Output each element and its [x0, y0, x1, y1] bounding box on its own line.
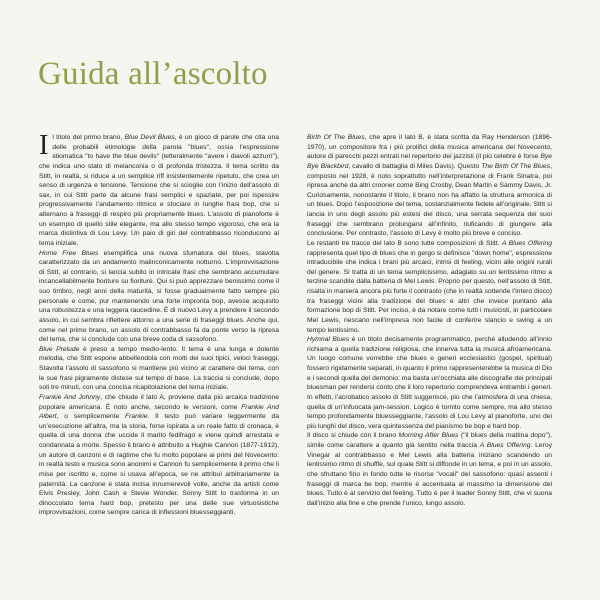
right-column: [307, 133, 552, 508]
paragraph-frankie-and-johnny: Frankie And Johnny, che chiude il lato A, proviene dalla più arcaica tradizione popolare americana. È noto anche, secondo le versioni, come Frankie And Albert, o semplicemente Frankie. Il testo può variare leggermente da un’esecuzione all’altra, ma la storia, forse ispirata a un reale fatto di cronaca, è quella di una donna che uccide il marito fedifrago e viene quindi arrestata e condannata a morte. Spesso il brano è attribuito a Hughie Cannon (1877-1912), un autore di canzoni e di ragtime che fu molto popolare ai primi del Novecento: in realtà testo e musica sono anonimi e Cannon fu semplicemente il primo che li mise per iscritto e, come si usava all’epoca, se ne attribuì arbitrariamente la paternità. La canzone è stata incisa innumerevoli volte, anche da artisti come Elvis Presley, John Cash e Stevie Wonder. Sonny Stitt lo trasforma in un dinoccolato tema hard bop, pretesto per una delle sue virtuosistiche improvvisazioni, come sempre carica di inflessioni bluesseggianti.: [39, 393, 279, 517]
paragraph-blue-devil-blues: l titolo del primo brano, Blue Devil Blues, è un gioco di parole che cita una delle probabili etimologie della parola "blues", ossia l’espressione idiomatica "to have the blue devils" (letteralmente "avere i diavoli azzurri"), che indica uno stato di melanconia o di profonda tristezza. Il tema scritto da Stitt, in realtà, si riduce a un semplice riff insistentemente ripetuto, che crea un senso di urgenza e tensione. Tensione che si scioglie con l’inizio dell’assolo di sax, in cui Stitt parte da alcune frasi semplici e spaziate, per poi ispessire progressivamente l’andamento ritmico e sfociare in lunghe frasi bop, che si alternano a fraseggi di respiro più propriamente blues. L’assolo di pianoforte è un esempio di quello stile elegante, ma allo stesso tempo vigoroso, che era la marca distintiva di Lou Levy. Un paio di giri del contrabbasso riconducono al tema iniziale.: [39, 134, 279, 247]
drop-cap: I: [39, 130, 49, 161]
paragraph-morning-after-blues: Il disco si chiude con il brano Morning After Blues ("il blues della mattina dopo"), simile come carattere a quanto già sentito nella traccia A Blues Offering. Leroy Vinegar al contrabbasso e Mel Lewis alla batteria iniziano scandendo un lentissimo ritmo di shuffle, sul quale Stitt si diffonde in un tema, e poi in un assolo, che sfruttano fino in fondo tutte le risorse "vocali" del sassofono: quasi assenti i fraseggi di marca be bop, mentre è accentuata al massimo la dimensione del blues. Tutto è al servizio del feeling. Tutto è per il leader Sonny Stitt, che vi suona dall’inizio alla fine e che prende l’unico, lungo assolo.: [307, 432, 552, 507]
paragraph-birth-of-the-blues: Birth Of The Blues, che apre il lato B, è stata scritta da Ray Henderson (1896-1970), un compositore fra i più prolifici della musica americana del Novecento, autore di parecchi pezzi entrati nel repertorio dei jazzisti (il più celebre è forse Bye Bye Blackbird, cavallo di battaglia di Miles Davis). Questo The Birth Of The Blues, composto nel 1928, è noto soprattutto nell’interpretazione di Frank Sinatra, poi ripresa anche da altri crooner come Bing Crosby, Dean Martin e Sammy Davis, Jr. Curiosamente, nonostante il titolo, il brano non ha affatto la struttura armonica di un blues. Dopo l’esposizione del tema, sostanzialmente fedele all’originale, Stitt si lancia in uno degli assolo più estesi del disco, una serrata sequenza dei suoi fraseggi che sembrano prolungarsi all’infinito, riuficando di giungere alla conclusione. Per contrasto, l’assolo di Levy è molto più breve e conciso.: [307, 134, 552, 238]
paragraph-a-blues-offering: Le restanti tre tracce del lato B sono tutte composizioni di Stitt. A Blues Offering rappresenta quel tipo di blues che in gergo si definisce "down home", espressione intraducibile che indica i brani più arcaici, intrisi di feeling, vicini alle origini rurali del genere. Si tratta di un tema semplicissimo, adagiato su un lentissimo ritmo a terzine scandite dalla batteria di Mel Lewis. Proprio per questo, nell’assolo di Stitt, risalta in maniera ancora più forte il contrasto (che in realtà sottende l’intero disco) tra fraseggi vicini alla tradizione del blues e altri che invece puntano alla formazione bop di Stitt. Per inciso, è da notare come tutti i musicisti, in particolare Mel Lewis, riescano nell’impresa non facile di conferire slancio e swing a un tempo lentissimo.: [307, 239, 552, 334]
paragraph-hymnal-blues: Hymnal Blues è un titolo decisamente programmatico, perché alludendo all’innio richiama a quella tradizione religiosa, che innerva tutta la musica afroamericana. Un luogo comune vorrebbe che blues e generi ecclesiastici (gospel, spiritual) fossero rigidamente separati, in quanto il primo rappresenterebbe la musica di Dio e i secondi quella del demonio: ma basta un’occhiata alle discografie dei principali bluesman per rendersi conto che il loro repertorio comprendeva entrambi i generi. In effetti, l’acrobatico assolo di Stitt suggerisce, più che l’atmosfera di una chiesa, quella di un’infuocata jam-session. Logico è tornito come sempre, ma allo stesso tempo profondamente bluesseggiante, l’assolo di Lou Levy al pianoforte, uno dei più lunghi del disco, vera quintessenza del pianismo be bop e hard bop.: [307, 336, 553, 430]
page-title: Guida all’ascolto: [38, 56, 268, 92]
left-column: [39, 130, 279, 518]
paragraph-home-free-blues: Home Free Blues esemplifica una nuova sfumatura del blues, stavolta caratterizzato da un andamento malinconicamente notturno. L’improvvisazione di Stitt, al contrario, si lancia subito in intricate frasi che sembrano accumulare incancellabilmente fioriture su fioriture. Qui si può apprezzare benissimo come il suo timbro, negli anni della maturità, si fosse gradualmente fatto sempre più personale e come, pur mantenendo una forte impronta bop, avesse acquisito una robustezza e una leggera raucedine. È di nuovo Levy a prendere il secondo assolo, in cui sembra riflettere attorno a una serie di fraseggi blues. Anche qui, come nel primo brano, un assolo di contrabbasso fa da ponte verso la ripresa del tema, che si conclude con una breve coda di sassofono.: [39, 249, 279, 344]
paragraph-blue-prelude: Blue Prelude è preso a tempo medio-lento. Il tema è una lunga e dolente melodia, che Stitt espone abbellendola con molti dei suoi tipici, veloci fraseggi. Stavolta l’assolo di sassofono si mantiene più vicino al carattere del tema, con le sue frasi pigramente distese sul tempo di base. La traccia si conclude, dopo soli tre minuti, con una concisa ricapitolazione del tema iniziale.: [39, 345, 279, 392]
